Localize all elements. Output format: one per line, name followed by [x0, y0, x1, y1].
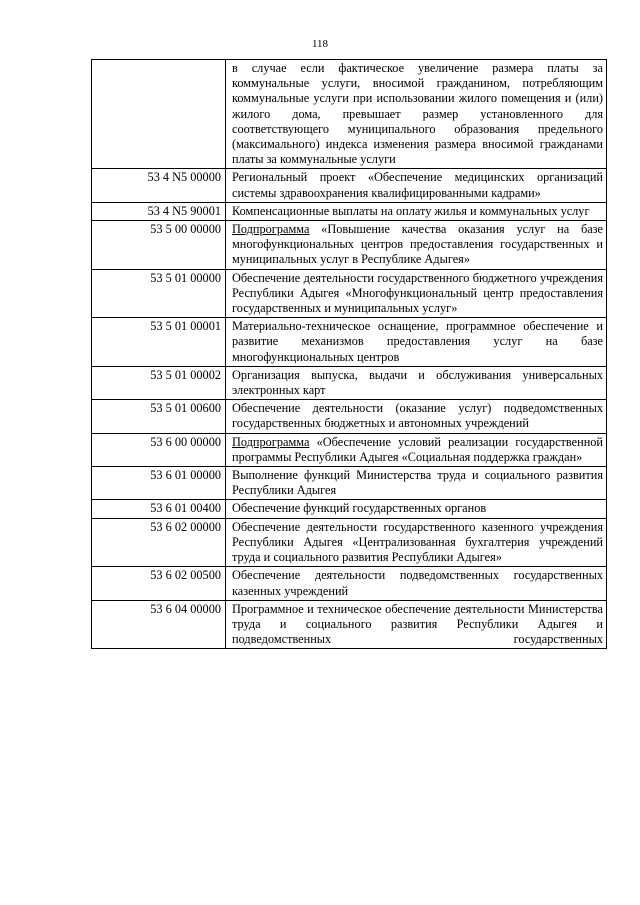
row-description: [226, 269, 607, 318]
subprogram-label: Подпрограмма: [232, 434, 310, 449]
table-row: [92, 221, 607, 270]
row-code: 53 5 00 00000: [92, 221, 226, 270]
row-text: Региональный проект «Обеспечение медицинских организаций системы здравоохранения квалифицированными кадрами»: [232, 170, 603, 200]
row-code: 53 5 01 00002: [92, 366, 226, 399]
table-row: [92, 433, 607, 466]
row-description: [226, 318, 607, 367]
row-code: 53 6 00 00000: [92, 433, 226, 466]
table-row: [92, 60, 607, 169]
table-row: [92, 366, 607, 399]
row-text: Компенсационные выплаты на оплату жилья и коммунальных услуг: [232, 203, 590, 218]
table-row: [92, 202, 607, 220]
row-code: 53 5 01 00600: [92, 400, 226, 433]
row-code: 53 6 02 00000: [92, 518, 226, 567]
row-description: [226, 202, 607, 220]
row-text: Организация выпуска, выдачи и обслуживания универсальных электронных карт: [232, 367, 603, 398]
row-description: [226, 600, 607, 649]
row-description: [226, 567, 607, 600]
row-description: [226, 518, 607, 567]
table-row: [92, 518, 607, 567]
row-description: [226, 500, 607, 518]
row-code: 53 6 02 00500: [92, 567, 226, 600]
row-code: 53 4 N5 90001: [92, 202, 226, 220]
table-row: [92, 400, 607, 433]
row-code: 53 4 N5 00000: [92, 169, 226, 202]
table-row: [92, 600, 607, 649]
row-text: Материально-техническое оснащение, программное обеспечение и развитие механизмов предоставления услуг на базе многофункциональных центров: [232, 319, 603, 364]
budget-classification-table: [91, 59, 607, 649]
row-description: [226, 366, 607, 399]
table-row: [92, 567, 607, 600]
row-text: Обеспечение функций государственных органов: [232, 501, 487, 516]
row-text: Обеспечение деятельности подведомственных государственных казенных учреждений: [232, 568, 603, 598]
row-description: [226, 433, 607, 466]
row-description: [226, 169, 607, 202]
row-text: Обеспечение деятельности государственного казенного учреждения Республики Адыгея «Централизованная бухгалтерия учреждений труда и социального развития Республики Адыгея»: [232, 519, 603, 565]
row-text: Программное и техническое обеспечение деятельности Министерства труда и социального развития Республики Адыгея и подведомственных государственных: [232, 601, 603, 647]
row-code: 53 5 01 00000: [92, 269, 226, 318]
row-description: [226, 221, 607, 270]
row-code: 53 6 04 00000: [92, 600, 226, 649]
row-description: [226, 400, 607, 433]
table-row: [92, 318, 607, 367]
row-text: Обеспечение деятельности государственного бюджетного учреждения Республики Адыгея «Многофункциональный центр предоставления государственных и муниципальных услуг»: [232, 270, 603, 316]
row-code: 53 5 01 00001: [92, 318, 226, 367]
row-description: [226, 467, 607, 500]
row-text: «Повышение качества оказания услуг на базе многофункциональных центров предоставления государственных и муниципальных услуг в Республике Адыгея»: [232, 222, 603, 267]
row-text: «Обеспечение условий реализации государственной программы Республики Адыгея «Социальная поддержка граждан»: [232, 434, 603, 464]
page-number: 118: [311, 38, 329, 50]
row-text: Выполнение функций Министерства труда и социального развития Республики Адыгея: [232, 468, 603, 498]
row-description: [226, 60, 607, 169]
subprogram-label: Подпрограмма: [232, 222, 310, 237]
row-code: 53 6 01 00000: [92, 467, 226, 500]
row-code: 53 6 01 00400: [92, 500, 226, 518]
row-code: [92, 60, 226, 169]
table-row: [92, 500, 607, 518]
row-text: Обеспечение деятельности (оказание услуг) подведомственных государственных бюджетных и автономных учреждений: [232, 401, 603, 431]
table-row: [92, 269, 607, 318]
table-row: [92, 467, 607, 500]
row-text: в случае если фактическое увеличение размера платы за коммунальные услуги, вносимой гражданином, потребляющим коммунальные услуги при использовании жилого помещения и (или) жилого дома, превышает размер установленного для соответствующего муниципального образования предельного (максимального) индекса изменения размера вносимой гражданами платы за коммунальные услуги: [232, 61, 603, 167]
table-row: [92, 169, 607, 202]
